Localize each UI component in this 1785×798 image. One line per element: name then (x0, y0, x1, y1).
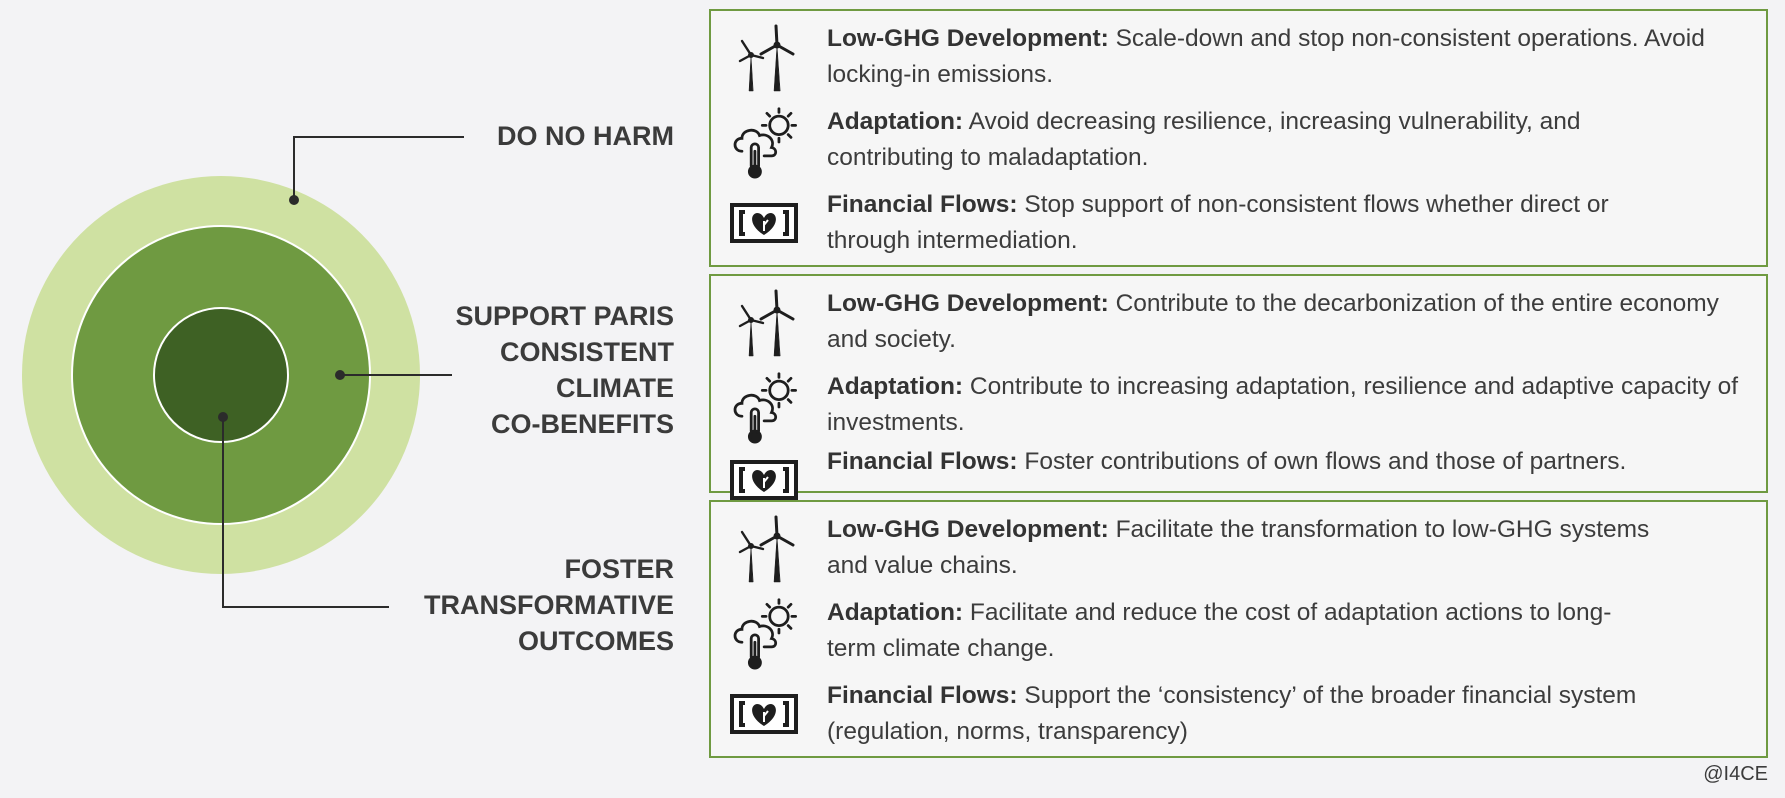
row-body: Foster contributions of own flows and those of partners. (1024, 448, 1627, 475)
banknote-heart-icon (729, 444, 799, 484)
row-heading: Low-GHG Development: (827, 290, 1109, 317)
panel-support-paris (709, 274, 1768, 493)
level-label-do-no-harm: DO NO HARM (497, 121, 674, 151)
row-text (827, 595, 1636, 667)
row-heading: Adaptation: (827, 108, 964, 135)
leader-dot-support-paris (335, 370, 345, 380)
row-text (827, 512, 1656, 584)
leader-line-do-no-harm (294, 137, 464, 200)
row-body: Contribute to increasing adaptation, resilience and adaptive capacity of investments. (827, 373, 1739, 436)
credit-label: @I4CE (1703, 763, 1768, 785)
row-body: Support the ‘consistency’ of the broader financial system (regulation, norms, transparency) (827, 682, 1637, 745)
row-body: Contribute to the decarbonization of the entire economy and society. (827, 290, 1719, 353)
leader-dot-foster-transformative (218, 412, 228, 422)
row-heading: Adaptation: (827, 373, 964, 400)
row-body: Facilitate and reduce the cost of adaptation actions to long-term climate change. (827, 599, 1612, 662)
banknote-heart-icon (729, 678, 799, 750)
leader-dot-do-no-harm (289, 195, 299, 205)
row-body: Scale-down and stop non-consistent operations. Avoid locking-in emissions. (827, 25, 1705, 88)
row-text (827, 187, 1686, 259)
row-heading: Low-GHG Development: (827, 25, 1109, 52)
ring-inner (154, 308, 288, 442)
level-label-foster-transformative: FOSTER TRANSFORMATIVE OUTCOMES (424, 554, 674, 656)
row-heading: Low-GHG Development: (827, 516, 1109, 543)
row-body: Facilitate the transformation to low-GHG systems and value chains. (827, 516, 1650, 579)
row-text (827, 21, 1756, 93)
wind-turbine-icon (729, 286, 799, 358)
row-body: Avoid decreasing resilience, increasing vulnerability, and contributing to maladaptation. (827, 108, 1581, 171)
panel-do-no-harm (709, 9, 1768, 267)
banknote-heart-icon (729, 187, 799, 259)
row-heading: Financial Flows: (827, 448, 1018, 475)
row-text (827, 369, 1756, 441)
row-text (827, 104, 1636, 176)
weather-thermometer-icon (729, 595, 799, 667)
row-text (827, 678, 1756, 750)
weather-thermometer-icon (729, 104, 799, 176)
row-text (827, 444, 1756, 480)
panel-foster-transformative (709, 500, 1768, 758)
wind-turbine-icon (729, 21, 799, 93)
level-label-support-paris: SUPPORT PARIS CONSISTENT CLIMATE CO-BENEFITS (455, 301, 674, 439)
weather-thermometer-icon (729, 369, 799, 441)
row-heading: Adaptation: (827, 599, 964, 626)
row-heading: Financial Flows: (827, 191, 1018, 218)
row-body: Stop support of non-consistent flows whether direct or through intermediation. (827, 191, 1609, 254)
row-text (827, 286, 1756, 358)
wind-turbine-icon (729, 512, 799, 584)
row-heading: Financial Flows: (827, 682, 1018, 709)
